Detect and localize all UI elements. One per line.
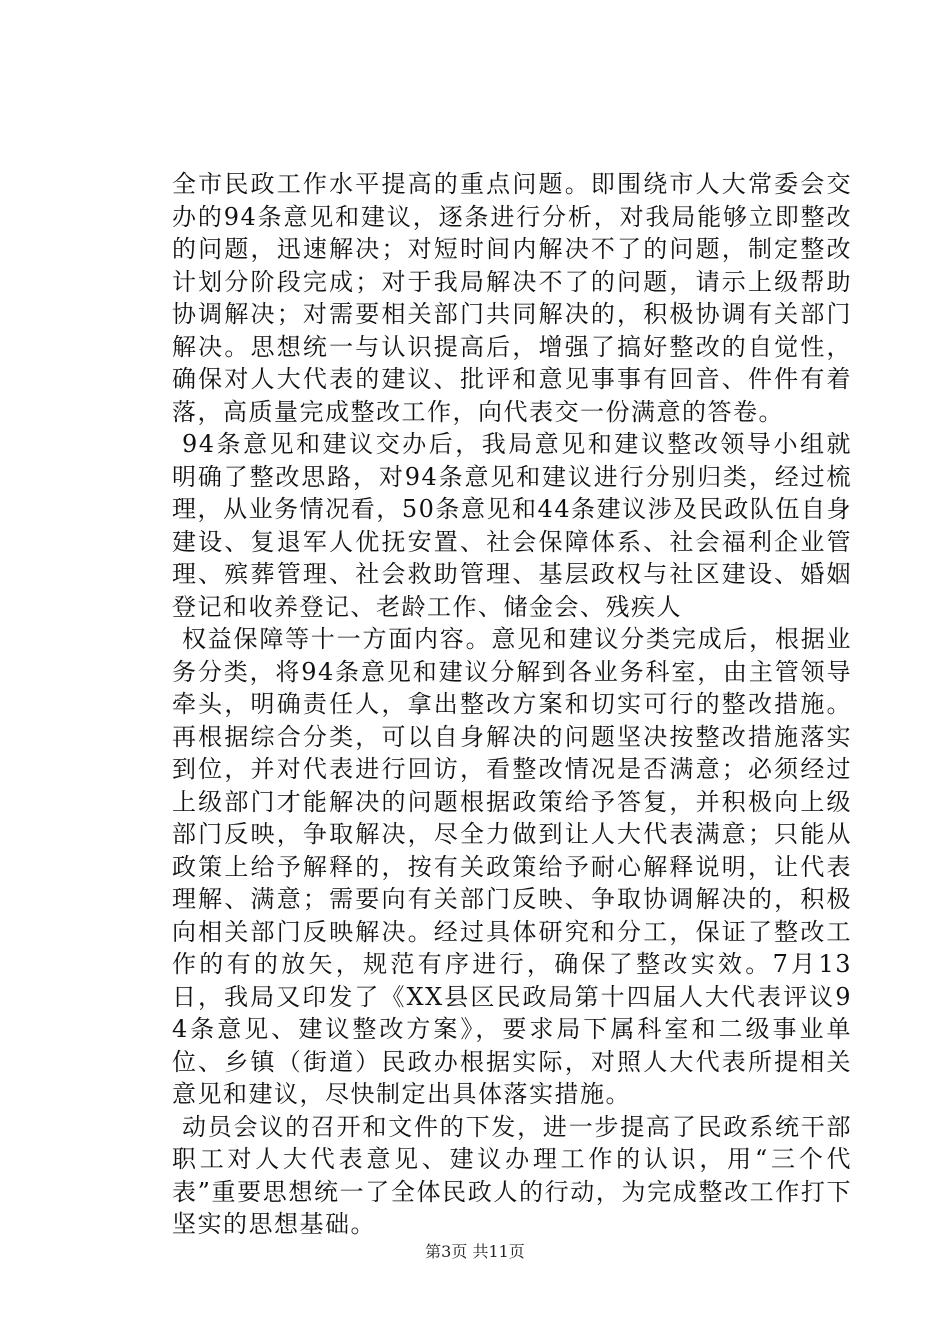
paragraph-4: 动员会议的召开和文件的下发，进一步提高了民政系统干部职工对人大代表意见、建议办理工作的认识，用“三个代表”重要思想统一了全体民政人的行动，为完成整改工作打下坚实的思想基础。 bbox=[172, 1112, 852, 1238]
paragraph-3: 权益保障等十一方面内容。意见和建议分类完成后，根据业务分类，将94条意见和建议分解到各业务科室，由主管领导牵头，明确责任人，拿出整改方案和切实可行的整改措施。再根据综合分类，可以自身解决的问题坚决按整改措施落实到位，并对代表进行回访，看整改情况是否满意；必须经过上级部门才能解决的问题根据政策给予答复，并积极向上级部门反映，争取解决，尽全力做到让人大代表满意；只能从政策上给予解释的，按有关政策给予耐心解释说明，让代表理解、满意；需要向有关部门反映、争取协调解决的，积极向相关部门反映解决。经过具体研究和分工，保证了整改工作的有的放矢，规范有序进行，确保了整改实效。7月13日，我局又印发了《XX县区民政局第十四届人大代表评议94条意见、建议整改方案》，要求局下属科室和二级事业单位、乡镇（街道）民政办根据实际，对照人大代表所提相关意见和建议，尽快制定出具体落实措施。 bbox=[172, 625, 852, 1108]
paragraph-1: 全市民政工作水平提高的重点问题。即围绕市人大常委会交办的94条意见和建议，逐条进行分析，对我局能够立即整改的问题，迅速解决；对短时间内解决不了的问题，制定整改计划分阶段完成；对于我局解决不了的问题，请示上级帮助协调解决；对需要相关部门共同解决的，积极协调有关部门解决。思想统一与认识提高后，增强了搞好整改的自觉性，确保对人大代表的建议、批评和意见事事有回音、件件有着落，高质量完成整改工作，向代表交一份满意的答卷。 bbox=[172, 170, 852, 426]
page-number-footer: 第3页 共11页 bbox=[425, 1242, 525, 1261]
document-body bbox=[172, 168, 852, 1241]
paragraph-2: 94条意见和建议交办后，我局意见和建议整改领导小组就明确了整改思路，对94条意见和建议进行分别归类，经过梳理，从业务情况看，50条意见和44条建议涉及民政队伍自身建设、复退军人优抚安置、社会保障体系、社会福利企业管理、殡葬管理、社会救助管理、基层政权与社区建设、婚姻登记和收养登记、老龄工作、储金会、残疾人 bbox=[172, 430, 852, 621]
